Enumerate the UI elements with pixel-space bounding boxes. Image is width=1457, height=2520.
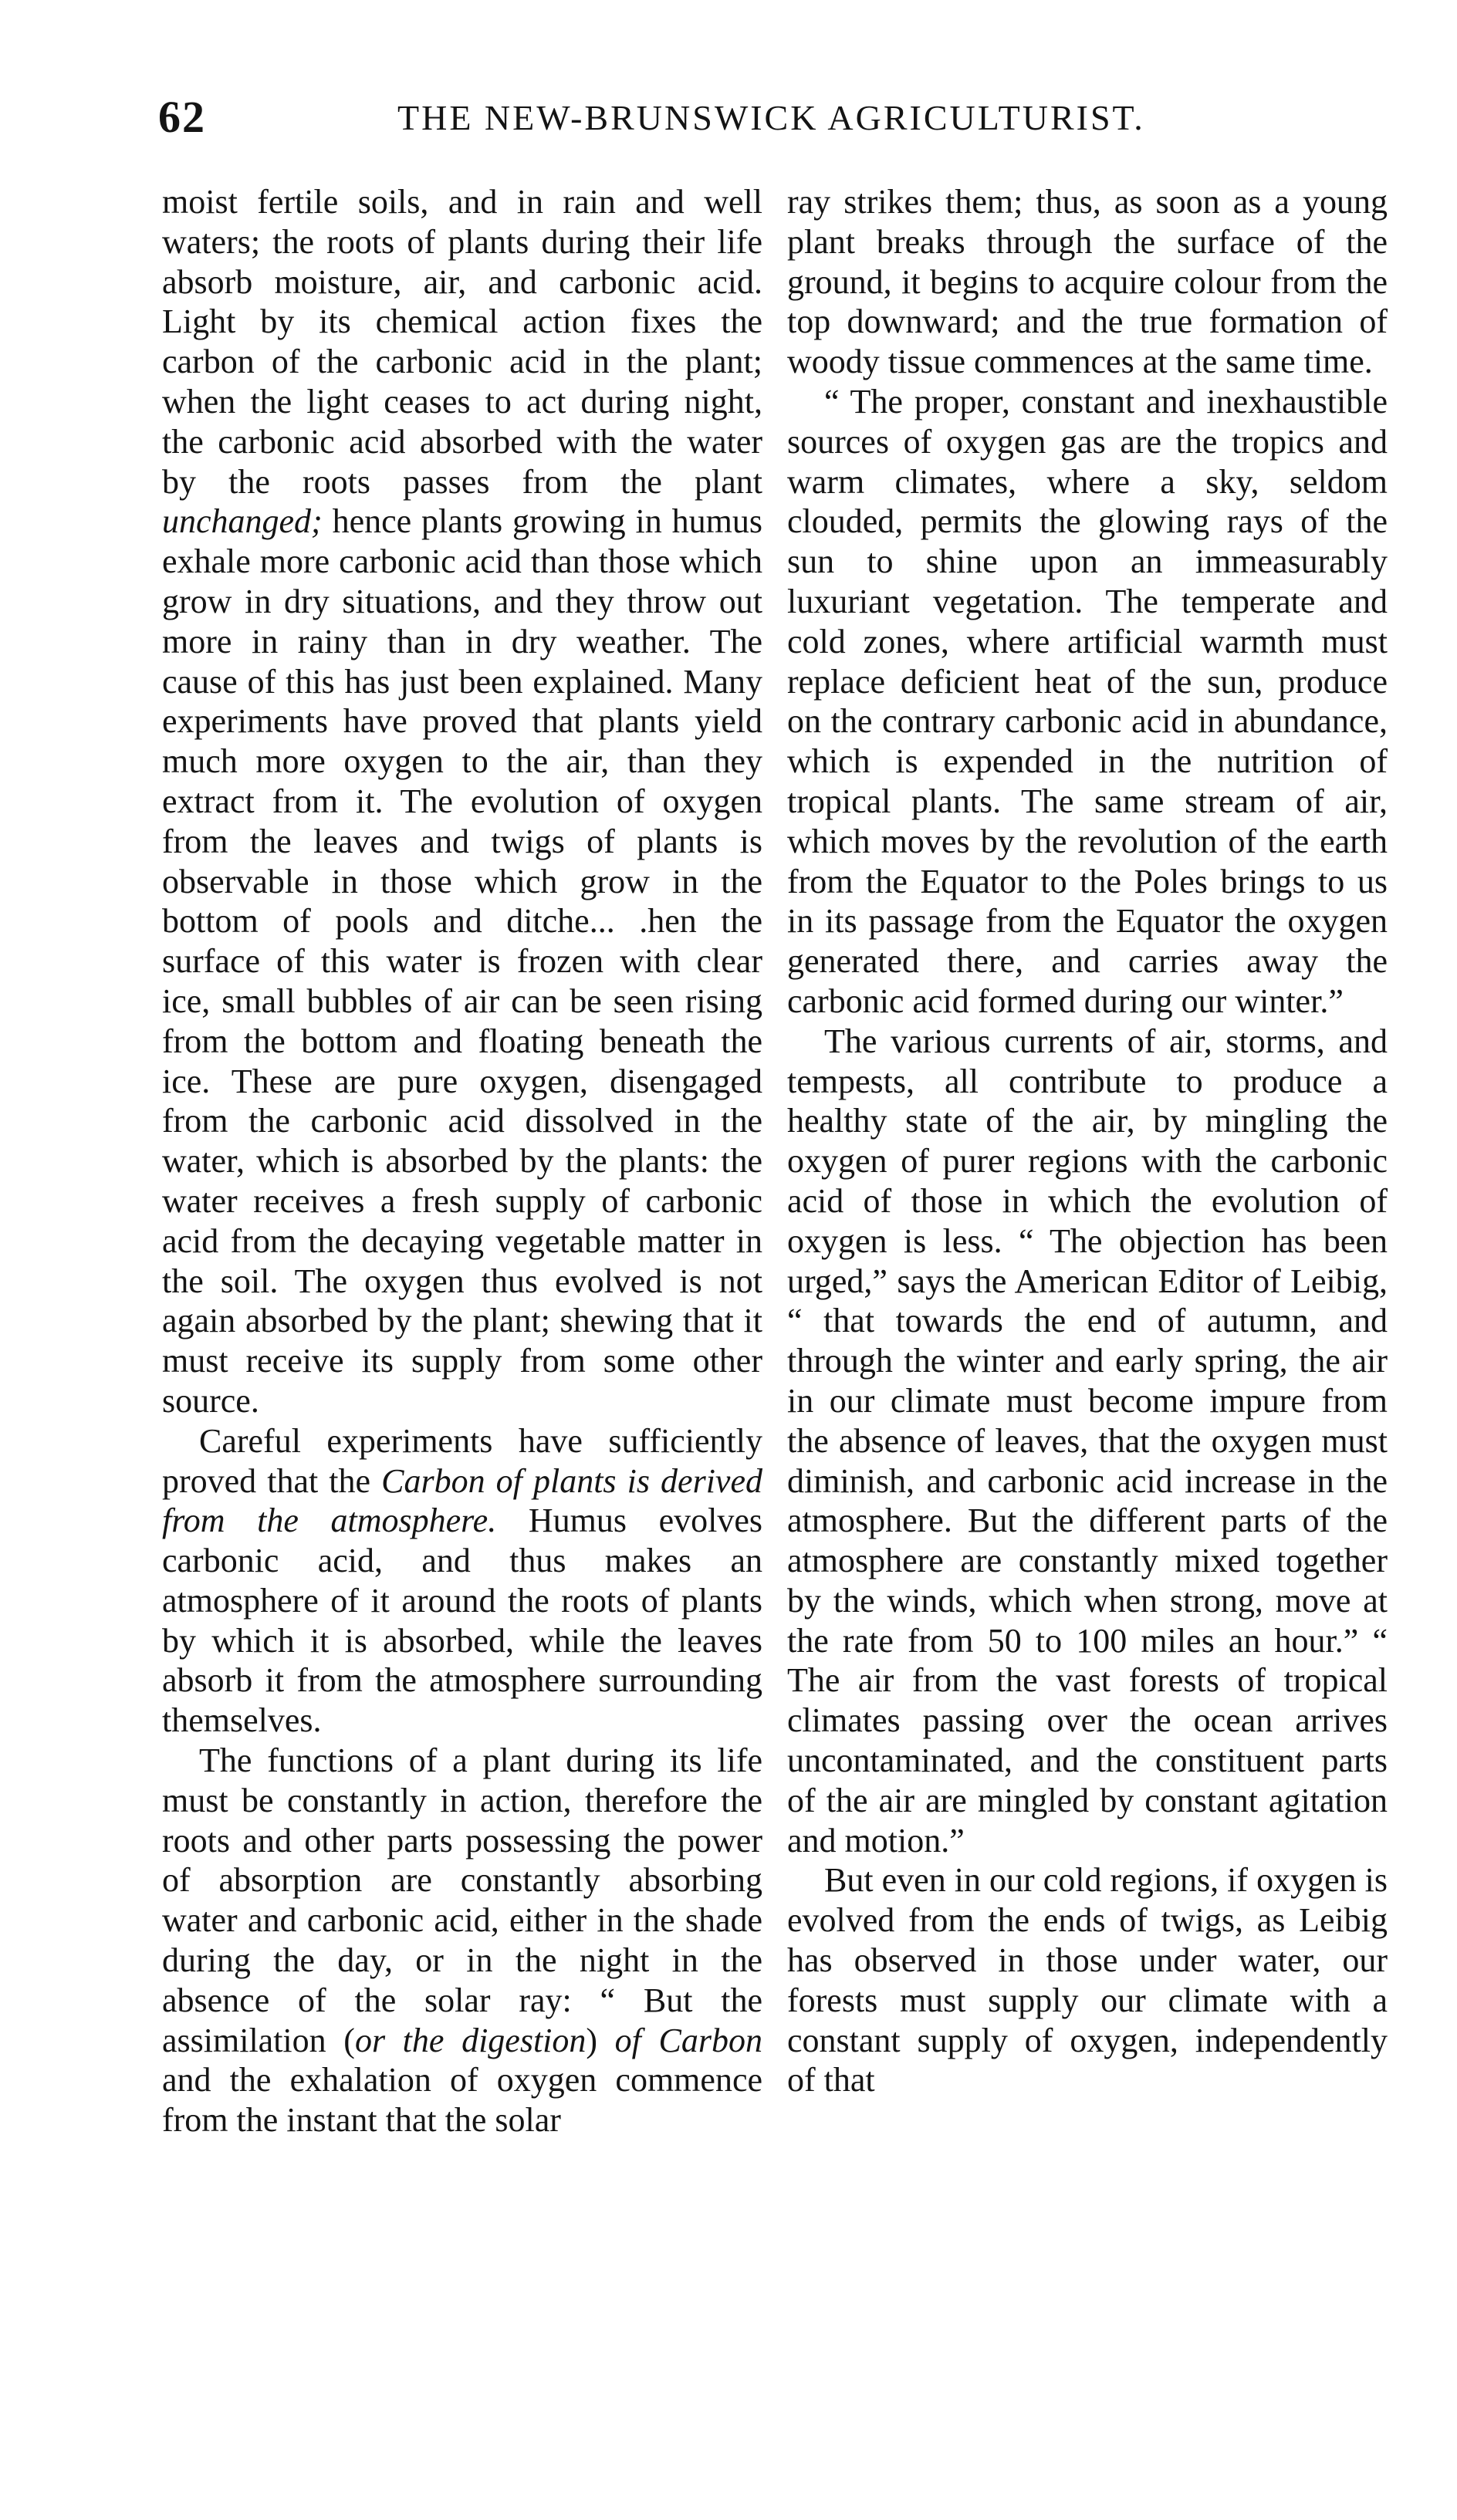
left-p2-text-a: Careful experiments have sufficiently proved that the — [162, 1421, 762, 1500]
running-head: THE NEW-BRUNSWICK AGRICULTURIST. — [397, 98, 1145, 137]
right-paragraph-1: ray strikes them; thus, as soon as a young plant breaks through the surface of the ground, it begins to acquire colour from the top downward; and the true formation of woody tissue commences at the same time. — [787, 183, 1388, 381]
left-paragraph-3 — [162, 1741, 762, 2140]
right-paragraph-3: The various currents of air, storms, and tempests, all contribute to produce a healthy state of the air, by mingling the oxygen of purer regions with the carbonic acid of those in which the evolution of oxygen is less. “ The objection has been urged,” says the American Editor of Leibig, “ that towards the end of autumn, and through the winter and early spring, the air in our climate must become impure from the absence of leaves, that the oxygen must diminish, and carbonic acid increase in the atmosphere. But the different parts of the atmosphere are constantly mixed together by the winds, which when strong, move at the rate from 50 to 100 miles an hour.” “ The air from the vast forests of tropical climates passing over the ocean arrives uncontaminated, and the constituent parts of the air are mingled by constant agitation and motion.” — [787, 1022, 1388, 1860]
left-p2-emphasis: Carbon of plants is derived from the atmosphere. — [162, 1461, 762, 1540]
page-header — [158, 91, 1316, 153]
left-p3-emphasis-2: of Carbon — [614, 2021, 762, 2059]
left-p3-text-c: and the exhalation of oxygen commence from the instant that the solar — [162, 2061, 762, 2140]
page-number: 62 — [158, 92, 206, 142]
right-column — [787, 182, 1388, 2100]
left-p1-text-b: hence plants growing in humus exhale more carbonic acid than those which grow in dry situations, and they throw out more in rainy than in dry weather. The cause of this has just been explained. Many experiments have proved that plants yield much more oxygen to the air, than they extract from it. The evolution of oxygen from the leaves and twigs of plants is observable in those which grow in the bottom of pools and ditche... .hen the surface of this water is frozen with clear ice, small bubbles of air can be seen rising from the bottom and floating beneath the ice. These are pure oxygen, disengaged from the carbonic acid dissolved in the water, which is absorbed by the plants: the water receives a fresh supply of carbonic acid from the decaying vegetable matter in the soil. The oxygen thus evolved is not again absorbed by the plant; shewing that it must receive its supply from some other source. — [162, 502, 762, 1420]
right-paragraph-4: But even in our cold regions, if oxygen is evolved from the ends of twigs, as Leibig has observed in those under water, our forests must supply our climate with a constant supply of oxygen, independently of that — [787, 1861, 1388, 2099]
left-column — [162, 182, 762, 2140]
left-paragraph-1 — [162, 182, 762, 1421]
left-p3-emphasis-1: or the digestion — [354, 2021, 587, 2059]
left-paragraph-2 — [162, 1421, 762, 1741]
left-p1-emphasis: unchanged; — [162, 502, 323, 541]
right-paragraph-2: “ The proper, constant and inexhaustible sources of oxygen gas are the tropics and warm climates, where a sky, seldom clouded, permits the glowing rays of the sun to shine upon an immeasurably luxuriant vegetation. The temperate and cold zones, where artificial warmth must replace deficient heat of the sun, produce on the contrary carbonic acid in abundance, which is expended in the nutrition of tropical plants. The same stream of air, which moves by the revolution of the earth from the Equator to the Poles brings to us in its passage from the Equator the oxygen generated there, and carries away the carbonic acid formed during our winter.” — [787, 382, 1388, 1020]
left-p2-text-b: Humus evolves carbonic acid, and thus makes an atmosphere of it around the roots of plants by which it is absorbed, while the leaves absorb it from the atmosphere surrounding themselves. — [162, 1502, 763, 1740]
left-p3-text-b: ) — [586, 2021, 615, 2059]
left-p1-text-a: moist fertile soils, and in rain and well waters; the roots of plants during their life absorb moisture, air, and carbonic acid. Light by its chemical action fixes the carbon of the carbonic acid in the plant; when the light ceases to act during night, the carbonic acid absorbed with the water by the roots passes from the plant — [162, 183, 762, 501]
left-p3-text-a: The functions of a plant during its life must be constantly in action, therefore the roots and other parts possessing the power of absorption are constantly absorbing water and carbonic acid, either in the shade during the day, or in the night in the absence of the solar ray: “ But the assimilation ( — [162, 1741, 762, 2059]
